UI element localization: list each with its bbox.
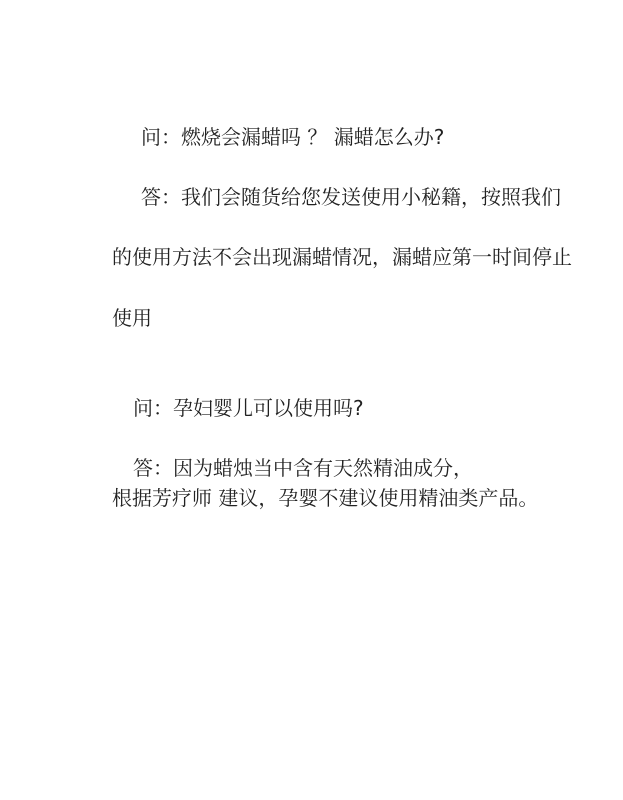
faq-answer-2-line-1: 答：因为蜡烛当中含有天然精油成分， [133, 456, 473, 480]
faq-answer-1-line-2: 的使用方法不会出现漏蜡情况，漏蜡应第一时间停止 [112, 245, 572, 269]
faq-question-1: 问：燃烧会漏蜡吗 ？ 漏蜡怎么办? [141, 125, 445, 149]
faq-answer-1-line-3: 使用 [112, 306, 152, 330]
faq-answer-2-line-2: 根据芳疗师 建议，孕婴不建议使用精油类产品。 [112, 486, 539, 510]
faq-answer-1-line-1: 答：我们会随货给您发送使用小秘籍，按照我们 [141, 185, 561, 209]
faq-question-2: 问：孕妇婴儿可以使用吗? [133, 396, 364, 420]
